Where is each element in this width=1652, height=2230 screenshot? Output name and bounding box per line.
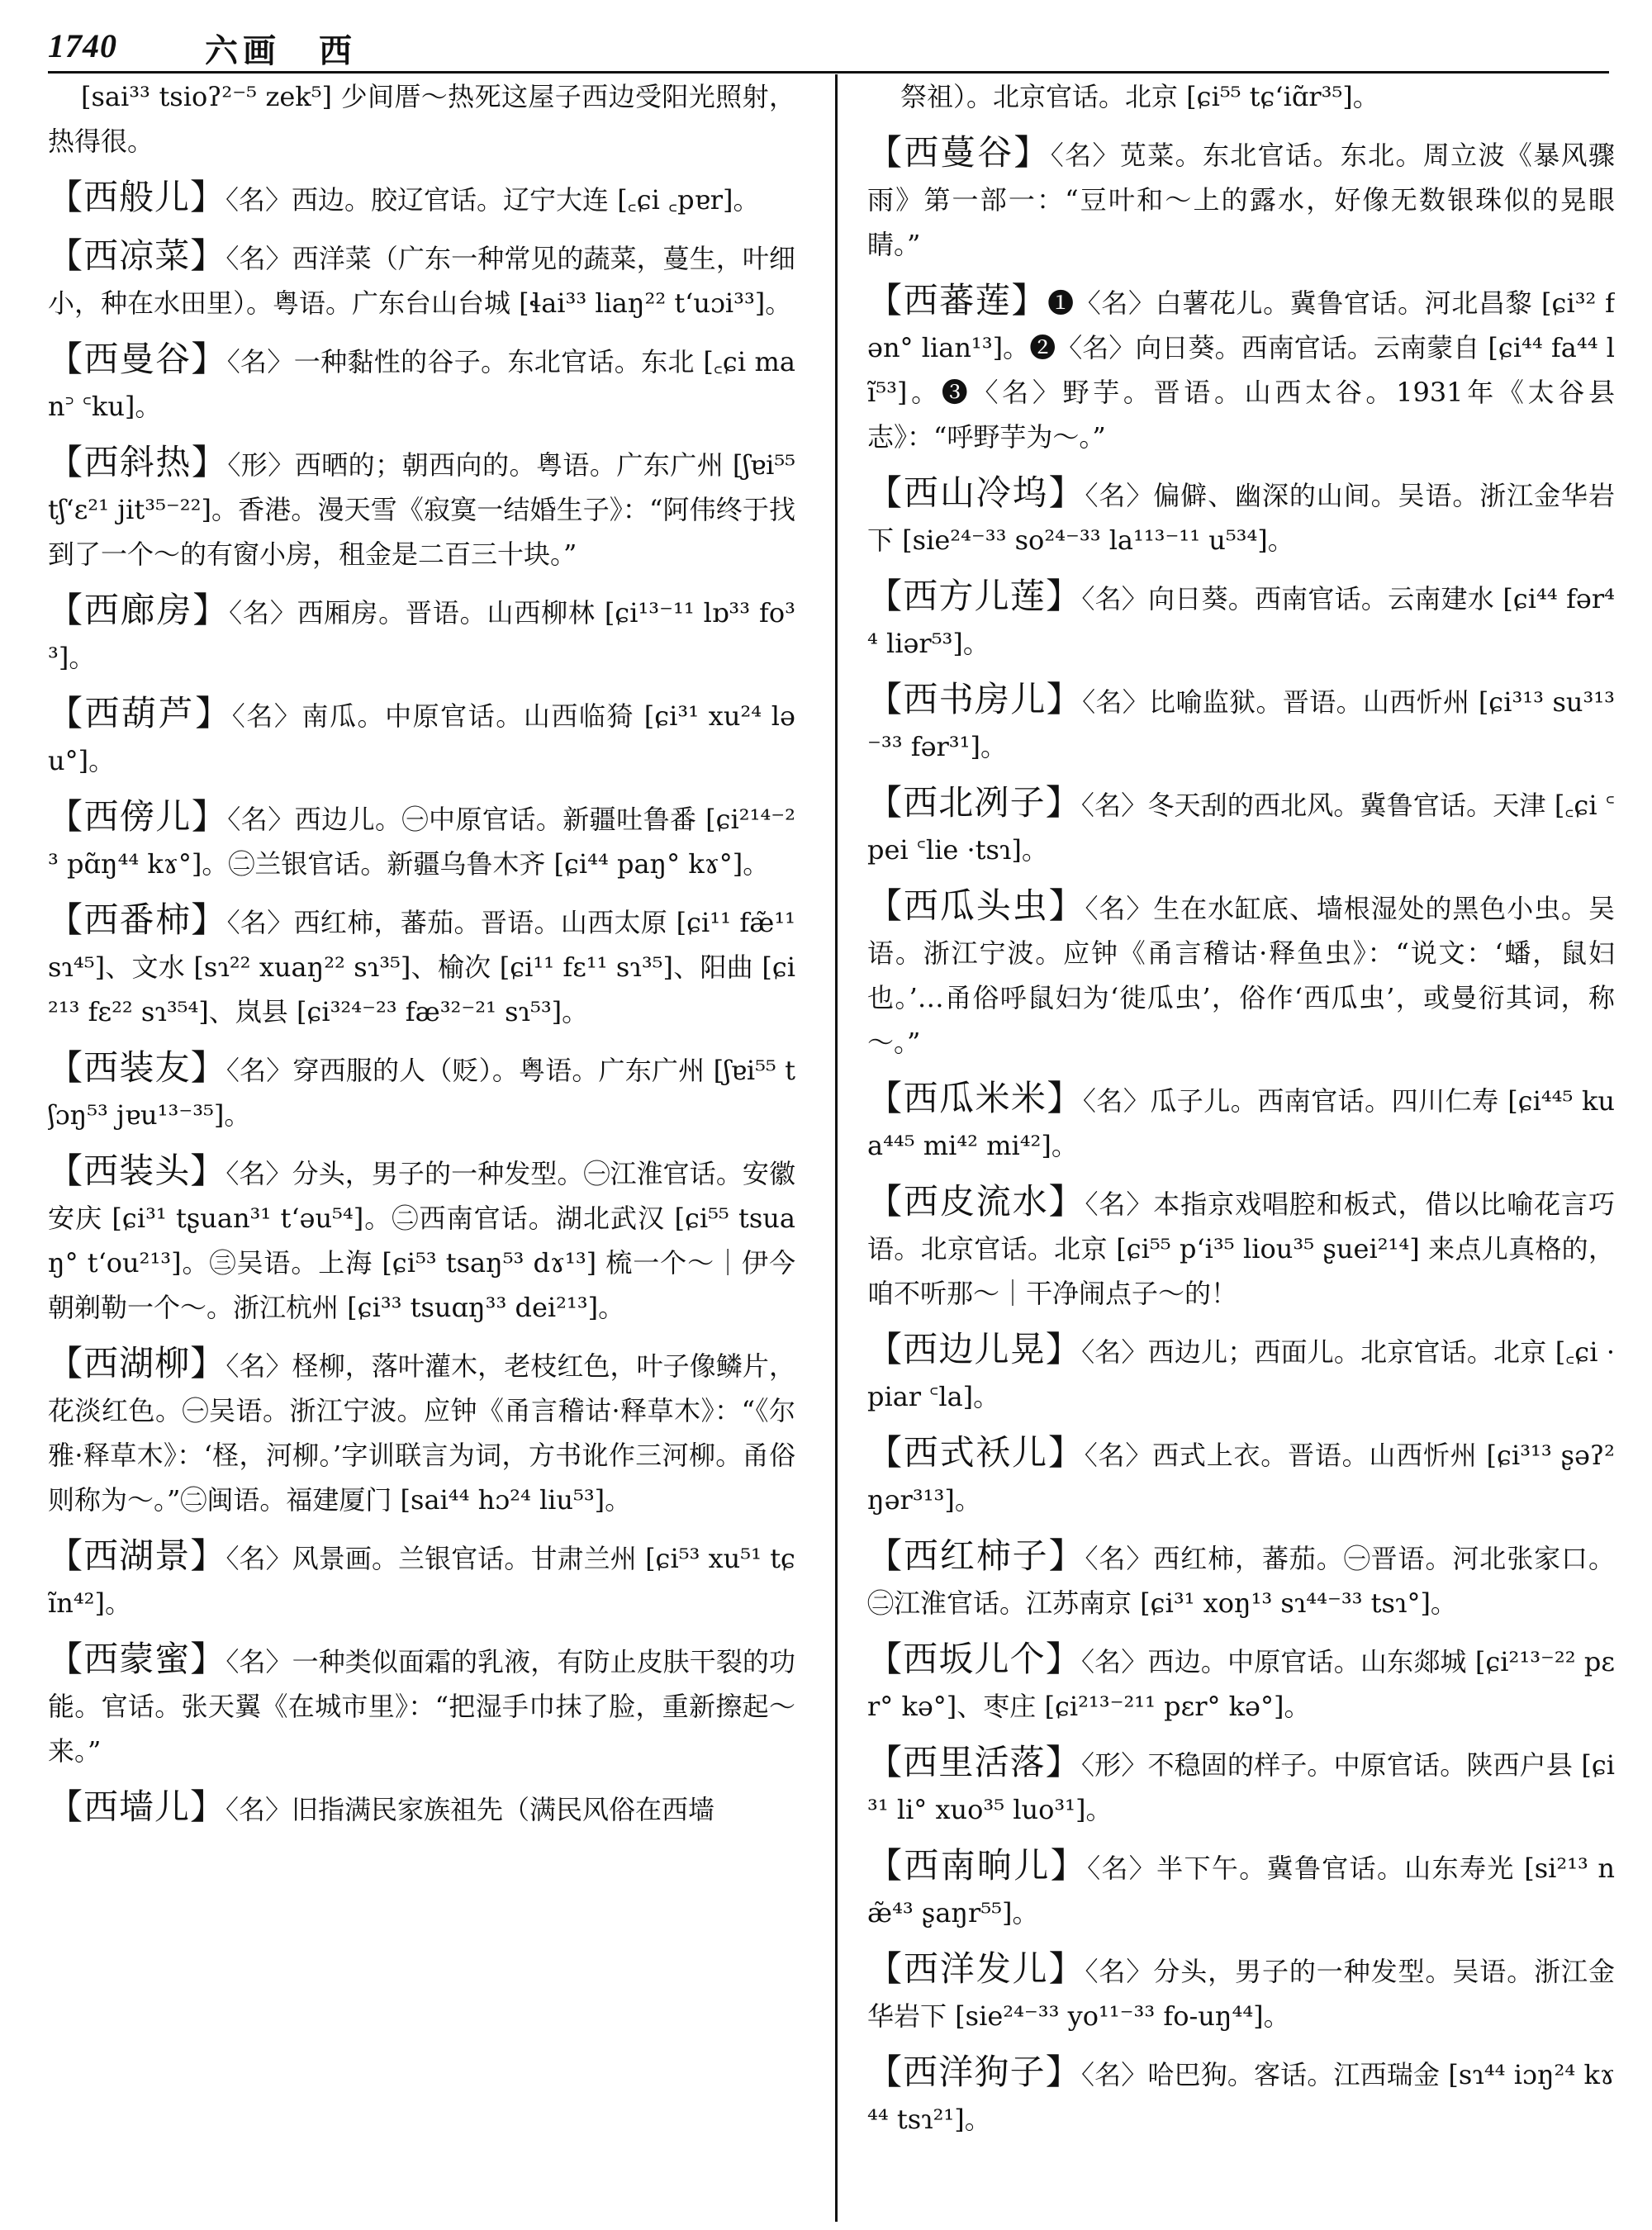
dictionary-entry [48,337,795,429]
entry-definition: 〈名〉本指京戏唱腔和板式，借以比喻花言巧语。北京官话。北京 [ɕi⁵⁵ pʻi³⁵ liou³⁵ ʂuei²¹⁴] 来点儿真格的，咱不听那～｜干净闹点子～的！ [867,1189,1615,1309]
dictionary-entry [867,2050,1615,2142]
entry-definition: 〈名〉分头，男子的一种发型。吴语。浙江金华岩下 [sie²⁴⁻³³ yo¹¹⁻³³ fo-uŋ⁴⁴]。 [867,1956,1615,2032]
entry-headword: 【西坂儿个】 [867,1639,1082,1679]
entry-definition: 〈名〉西洋菜（广东一种常见的蔬菜，蔓生，叶细小，种在水田里）。粤语。广东台山台城 [ɬai³³ liaŋ²² tʻuɔi³³]。 [48,243,795,319]
dictionary-entry [48,1149,795,1330]
entry-definition: 〈名〉西厢房。晋语。山西柳林 [ɕi¹³⁻¹¹ lɒ³³ fo³³]。 [48,597,795,673]
entry-definition: 〈名〉冬天刮的西北风。冀鲁官话。天津 [꜀ɕi ꜂pei ꜂lie ·tsɿ]。 [867,790,1615,866]
entry-headword: 【西湖柳】 [48,1343,226,1383]
entry-definition: 〈名〉比喻监狱。晋语。山西忻州 [ɕi³¹³ su³¹³⁻³³ fər³¹]。 [867,686,1615,762]
dictionary-entry [48,234,795,325]
dictionary-entry [867,278,1615,459]
entry-headword: 【西里活落】 [867,1742,1081,1782]
entry-headword: 【西边儿晃】 [867,1329,1082,1369]
entry-definition: 〈名〉穿西服的人（贬）。粤语。广东广州 [ʃɐi⁵⁵ tʃɔŋ⁵³ jɐu¹³⁻³⁵]。 [48,1055,795,1131]
entry-definition: 〈名〉偏僻、幽深的山间。吴语。浙江金华岩下 [sie²⁴⁻³³ so²⁴⁻³³ la¹¹³⁻¹¹ u⁵³⁴]。 [867,480,1615,556]
entry-definition: [sai³³ tsioʔ²⁻⁵ zek⁵] 少间厝～热死这屋子西边受阳光照射，热得很。 [48,81,795,157]
dictionary-entry [867,574,1615,666]
entry-headword: 【西般儿】 [48,177,226,217]
right-column [867,74,1615,2213]
entry-definition: ❶〈名〉白薯花儿。冀鲁官话。河北昌黎 [ɕi³² fən° lian¹³]。❷〈名〉向日葵。西南官话。云南蒙自 [ɕi⁴⁴ fa⁴⁴ lĩ⁵³]。❸〈名〉野芋。晋语。山西太谷。1931年《太谷县志》：“呼野芋为～。” [867,287,1615,453]
dictionary-entry [867,1843,1615,1935]
dictionary-entry [867,471,1615,562]
dictionary-entry [48,1637,795,1773]
dictionary-entry [867,677,1615,769]
entry-definition: 〈名〉向日葵。西南官话。云南建水 [ɕi⁴⁴ fər⁴⁴ liər⁵³]。 [867,583,1615,659]
entry-definition: 〈名〉南瓜。中原官话。山西临猗 [ɕi³¹ xu²⁴ ləu°]。 [48,700,795,776]
dictionary-entry [48,1534,795,1625]
dictionary-entry [867,74,1615,119]
dictionary-entry [48,1341,795,1522]
entry-definition: 〈名〉苋菜。东北官话。东北。周立波《暴风骤雨》第一部一：“豆叶和～上的露水，好像无数银珠似的晃眼睛。” [867,140,1615,260]
dictionary-entry [867,884,1615,1065]
dictionary-entry [48,1046,795,1137]
entry-headword: 【西皮流水】 [867,1181,1085,1222]
dictionary-entry [867,1637,1615,1729]
entry-headword: 【西式袄儿】 [867,1432,1085,1473]
entry-headword: 【西湖景】 [48,1535,226,1576]
entry-definition: 祭祖）。北京官话。北京 [ɕi⁵⁵ tɕʻiɑ̃r³⁵]。 [900,81,1379,112]
entry-definition: 〈名〉风景画。兰银官话。甘肃兰州 [ɕi⁵³ xu⁵¹ tɕĩn⁴²]。 [48,1543,795,1619]
entry-headword: 【西洋发儿】 [867,1948,1085,1989]
page-header [48,18,1609,69]
entry-definition: 〈名〉西边儿。㊀中原官话。新疆吐鲁番 [ɕi²¹⁴⁻²³ pɑ̃ŋ⁴⁴ kɤ°]。㊁兰银官话。新疆乌鲁木齐 [ɕi⁴⁴ paŋ° kɤ°]。 [48,804,795,880]
dictionary-entry [48,440,795,576]
dictionary-entry [48,1785,795,1832]
left-column [48,74,795,2213]
entry-definition: 〈名〉西红柿，蕃茄。㊀晋语。河北张家口。㊁江淮官话。江苏南京 [ɕi³¹ xoŋ¹³ sɿ⁴⁴⁻³³ tsɿ°]。 [867,1543,1615,1619]
entry-headword: 【西瓜米米】 [867,1078,1083,1118]
dictionary-entry [867,1327,1615,1419]
dictionary-entry [867,130,1615,267]
entry-definition: 〈名〉西式上衣。晋语。山西忻州 [ɕi³¹³ ʂəʔ² ŋər³¹³]。 [867,1440,1615,1516]
entry-headword: 【西装友】 [48,1047,226,1088]
entry-headword: 【西傍儿】 [48,796,228,837]
dictionary-entry [48,74,795,164]
entry-headword: 【西北冽子】 [867,782,1081,823]
dictionary-entry [48,898,795,1034]
entry-headword: 【西葫芦】 [48,693,232,733]
dictionary-entry [867,1076,1615,1168]
dictionary-entry [867,1740,1615,1832]
entry-headword: 【西番柿】 [48,899,227,940]
dictionary-entry [867,1534,1615,1625]
entry-definition: 〈名〉半下午。冀鲁官话。山东寿光 [si²¹³ næ̃⁴³ ʂaŋr⁵⁵]。 [867,1853,1615,1929]
entry-definition: 〈名〉一种黏性的谷子。东北官话。东北 [꜀ɕi man꜄ ꜂ku]。 [48,346,795,422]
entry-headword: 【西山冷坞】 [867,472,1085,513]
entry-headword: 【西廊房】 [48,590,230,630]
entry-headword: 【西蒙蜜】 [48,1639,226,1679]
dictionary-entry [48,795,795,886]
entry-headword: 【西蔓谷】 [867,132,1051,173]
entry-definition: 〈形〉不稳固的样子。中原官话。陕西户县 [ɕi³¹ li° xuo³⁵ luo³¹]。 [867,1749,1615,1825]
column-divider [835,74,838,2222]
dictionary-entry [48,588,795,680]
entry-definition: 〈名〉一种类似面霜的乳液，有防止皮肤干裂的功能。官话。张天翼《在城市里》：“把湿手巾抹了脸，重新擦起～来。” [48,1646,795,1767]
entry-definition: 〈名〉西边。胶辽官话。辽宁大连 [꜀ɕi ꜀pɐr]。 [225,184,760,216]
dictionary-entry [867,1431,1615,1522]
entry-headword: 【西蕃莲】 [867,280,1048,320]
entry-definition: 〈名〉哈巴狗。客话。江西瑞金 [sɿ⁴⁴ iɔŋ²⁴ kɤ⁴⁴ tsɿ²¹]。 [867,2059,1615,2135]
entry-headword: 【西洋狗子】 [867,2052,1081,2092]
entry-definition: 〈名〉旧指满民家族祖先（满民风俗在西墙 [225,1794,715,1825]
entry-headword: 【西凉菜】 [48,235,226,276]
entry-definition: 〈名〉西红柿，蕃茄。晋语。山西太原 [ɕi¹¹ fæ̃¹¹ sɿ⁴⁵]、文水 [sɿ²² xuaŋ²² sɿ³⁵]、榆次 [ɕi¹¹ fɛ¹¹ sɿ³⁵]、阳曲 [ɕi²¹³ fɛ²² sɿ³⁵⁴]、岚县 [ɕi³²⁴⁻²³ fæ³²⁻²¹ sɿ⁵³]。 [48,907,795,1027]
entry-definition: 〈形〉西晒的；朝西向的。粤语。广东广州 [ʃɐi⁵⁵ tʃʻɛ²¹ jit³⁵⁻²²]。香港。漫天雪《寂寞一结婚生子》：“阿伟终于找到了一个～的有窗小房，租金是二百三十块。” [48,449,795,570]
entry-headword: 【西装头】 [48,1151,226,1191]
dictionary-entry [867,1179,1615,1316]
entry-definition: 〈名〉西边。中原官话。山东郯城 [ɕi²¹³⁻²² pɛr° kə°]、枣庄 [ɕi²¹³⁻²¹¹ pɛr° kə°]。 [867,1646,1615,1722]
entry-definition: 〈名〉生在水缸底、墙根湿处的黑色小虫。吴语。浙江宁波。应钟《甬言稽诂·释鱼虫》：“说文：‘蟠，鼠妇也。’…甬俗呼鼠妇为‘徙瓜虫’，俗作‘西瓜虫’，或曼衍其词，称～。” [867,893,1615,1058]
entry-definition: 〈名〉柽柳，落叶灌木，老枝红色，叶子像鳞片，花淡红色。㊀吴语。浙江宁波。应钟《甬言稽诂·释草木》：“《尔雅·释草木》：‘柽，河柳。’字训联言为词，方书讹作三河柳。甬俗则称为～。”㊁闽语。福建厦门 [sai⁴⁴ hɔ²⁴ liu⁵³]。 [48,1350,795,1516]
header-rule [48,71,1609,74]
dictionary-entry [867,780,1615,872]
page-number: 1740 [48,27,117,64]
entry-headword: 【西方儿莲】 [867,576,1082,616]
entry-definition: 〈名〉瓜子儿。西南官话。四川仁寿 [ɕi⁴⁴⁵ kua⁴⁴⁵ mi⁴² mi⁴²]。 [867,1085,1615,1161]
entry-headword: 【西斜热】 [48,442,228,482]
dictionary-entry [48,175,795,222]
entry-headword: 【西书房儿】 [867,679,1083,719]
section-title: 六画 西 [205,31,357,70]
entry-definition: 〈名〉分头，男子的一种发型。㊀江淮官话。安徽安庆 [ɕi³¹ tʂuan³¹ tʻəu⁵⁴]。㊁西南官话。湖北武汉 [ɕi⁵⁵ tsuaŋ° tʻou²¹³]。㊂吴语。上海 [ɕi⁵³ tsaŋ⁵³ dɤ¹³] 梳一个～｜伊今朝剃勒一个～。浙江杭州 [ɕi³³ tsuɑŋ³³ dei²¹³]。 [48,1158,795,1323]
entry-headword: 【西瓜头虫】 [867,885,1085,926]
entry-headword: 【西南晌儿】 [867,1845,1088,1886]
entry-headword: 【西墙儿】 [48,1786,226,1827]
entry-definition: 〈名〉西边儿；西面儿。北京官话。北京 [꜀ɕi ·piar ꜂la]。 [867,1336,1615,1412]
entry-headword: 【西曼谷】 [48,339,227,379]
dictionary-entry [48,691,795,783]
dictionary-entry [867,1947,1615,2038]
entry-headword: 【西红柿子】 [867,1535,1085,1576]
